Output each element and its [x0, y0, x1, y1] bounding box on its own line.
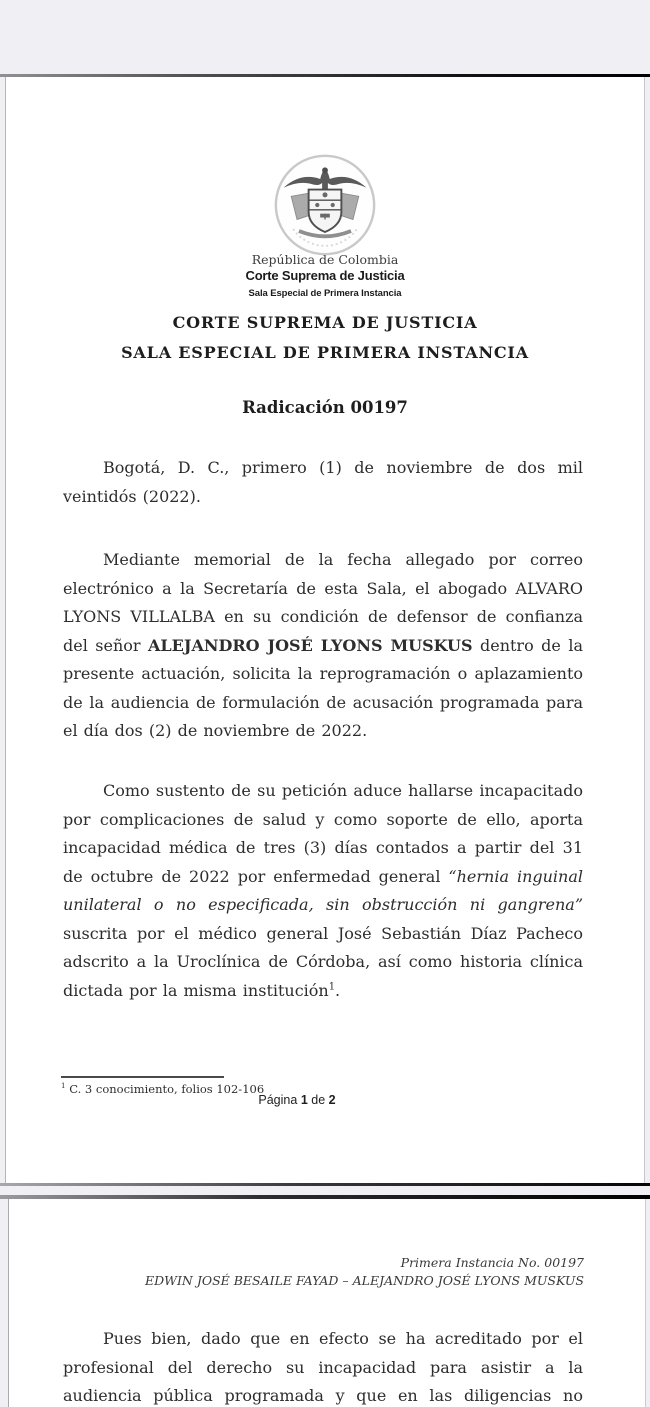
- page-indicator: [6, 1093, 588, 1107]
- footnote-text: $^1$ C. 3 conocimiento, folios 102-106: [61, 1081, 265, 1096]
- colombia-coat-of-arms-icon: [272, 152, 378, 258]
- document-page-2: [8, 1199, 646, 1407]
- page-2-parties-header: EDWIN JOSÉ BESAILE FAYAD – ALEJANDRO JOSÉ LYONS MUSKUS: [144, 1272, 584, 1288]
- case-number: Radicación 00197: [242, 398, 408, 417]
- page-indicator-current: 1: [300, 1093, 308, 1107]
- paragraph-date: Bogotá, D. C., primero (1) de noviembre de dos mil veintidós (2022).: [63, 458, 583, 506]
- crest-caption-chamber: Sala Especial de Primera Instancia: [248, 288, 402, 299]
- page-indicator-total: 2: [328, 1093, 336, 1107]
- court-masthead: [6, 152, 644, 299]
- crest-caption-court: Corte Suprema de Justicia: [245, 268, 405, 283]
- paragraph-ruling-intro: Pues bien, dado que en efecto se ha acreditado por el profesional del derecho su incapacidad para asistir a la audiencia pública programada y que en las diligencias no: [63, 1329, 583, 1405]
- page-indicator-label: Página: [258, 1093, 298, 1107]
- crest-caption-republic: República de Colombia: [251, 252, 399, 267]
- page-1-bottom-edge: [0, 1183, 650, 1186]
- page-2-running-header: [145, 1254, 584, 1289]
- document-page-1: [5, 77, 645, 1183]
- page-indicator-separator: de: [311, 1093, 326, 1107]
- paragraph-request: Mediante memorial de la fecha allegado por correo electrónico a la Secretaría de esta Sala, el abogado ALVARO LYONS VILLALBA en su condición de defensor de confianza del señor ALEJANDRO JOSÉ LYONS MUSKUS dentro de la presente actuación, solicita la reprogramación o aplazamiento de la audiencia de formulación de acusación programada para el día dos (2) de noviembre de 2022.: [63, 550, 583, 740]
- page-2-case-header: Primera Instancia No. 00197: [400, 1255, 584, 1270]
- doc-title-line-1: CORTE SUPREMA DE JUSTICIA: [172, 313, 478, 332]
- footnote-rule: [61, 1076, 224, 1078]
- doc-title-line-2: SALA ESPECIAL DE PRIMERA INSTANCIA: [121, 343, 529, 362]
- paragraph-medical-support: Como sustento de su petición aduce hallarse incapacitado por complicaciones de salud y como soporte de ello, aporta incapacidad médica de tres (3) días contados a partir del 31 de octubre de 2022 por enfermedad general “hernia inguinal unilateral o no especificada, sin obstrucción ni gangrena” suscrita por el médico general José Sebastián Díaz Pacheco adscrito a la Uroclínica de Córdoba, así como historia clínica dictada por la misma institución$^1$.: [63, 781, 584, 1000]
